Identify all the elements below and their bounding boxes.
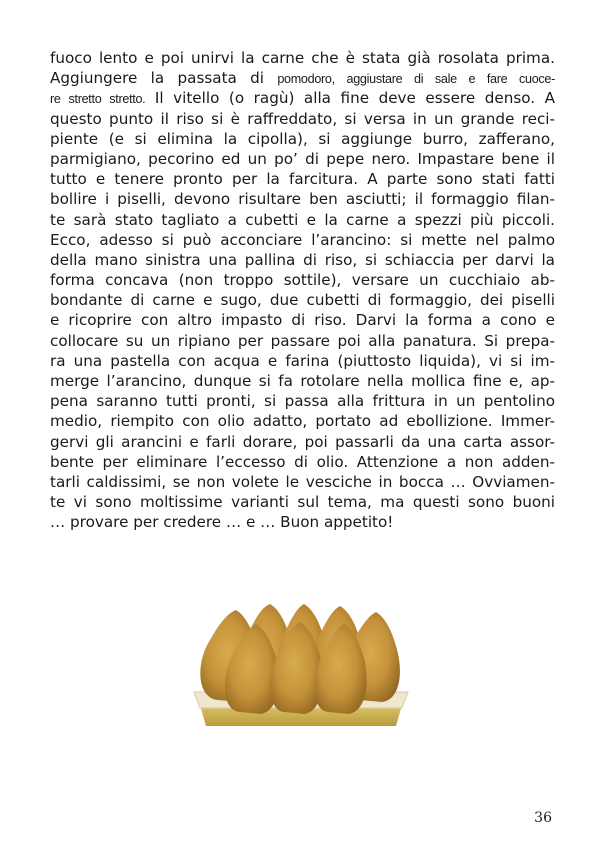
- recipe-text: [50, 48, 555, 533]
- text-line: Aggiungere la passata di pomodoro, aggiustare di sale e fare cuoce-: [50, 69, 556, 88]
- text-line: te vi sono moltissime varianti sul tema, ma questi sono buoni: [50, 493, 555, 512]
- text-line: della mano sinistra una pallina di riso, si schiaccia per darvi la: [50, 250, 555, 269]
- text-line: Ecco, adesso si può acconciare l’arancino: si mette nel palmo: [50, 230, 555, 249]
- text-line: parmigiano, pecorino ed un po’ di pepe nero. Impastare bene il: [50, 149, 555, 168]
- page-number: 36: [534, 810, 552, 826]
- text-line: forma concava (non troppo sottile), versare un cucchiaio ab-: [50, 271, 555, 290]
- text-line: tarli caldissimi, se non volete le vesciche in bocca … Ovviamen-: [50, 472, 555, 491]
- text-line: tutto e tenere pronto per la farcitura. A parte sono stati fatti: [50, 170, 555, 189]
- arancini-photo: [190, 600, 412, 730]
- text-line: te sarà stato tagliato a cubetti e la carne a spezzi più piccoli.: [50, 210, 555, 229]
- text-line: re stretto stretto. Il vitello (o ragù) alla fine deve essere denso. A: [50, 89, 555, 108]
- text-line: e ricoprire con altro impasto di riso. Darvi la forma a cono e: [50, 311, 555, 330]
- text-line: medio, riempito con olio adatto, portato ad ebollizione. Immer-: [50, 412, 555, 431]
- text-line: bollire i piselli, devono risultare ben asciutti; il formaggio filan-: [50, 190, 555, 209]
- text-line: ra una pastella con acqua e farina (piuttosto liquida), vi si im-: [50, 351, 555, 370]
- text-line: merge l’arancino, dunque si fa rotolare nella mollica fine e, ap-: [50, 372, 555, 390]
- text-line: bente per eliminare l’eccesso di olio. Attenzione a non adden-: [50, 452, 555, 471]
- text-line: … provare per credere … e … Buon appetito!: [50, 513, 394, 532]
- text-line: piente (e si elimina la cipolla), si aggiunge burro, zafferano,: [50, 129, 555, 148]
- text-line: collocare su un ripiano per passare poi alla panatura. Si prepa-: [50, 331, 555, 350]
- text-line: gervi gli arancini e farli dorare, poi passarli da una carta assor-: [50, 432, 555, 451]
- text-line: fuoco lento e poi unirvi la carne che è stata già rosolata prima.: [50, 49, 555, 67]
- text-line: pena saranno tutti pronti, si passa alla frittura in un pentolino: [50, 392, 555, 411]
- text-line: bondante di carne e sugo, due cubetti di formaggio, dei piselli: [50, 291, 555, 310]
- text-line: questo punto il riso si è raffreddato, si versa in un grande reci-: [50, 109, 555, 128]
